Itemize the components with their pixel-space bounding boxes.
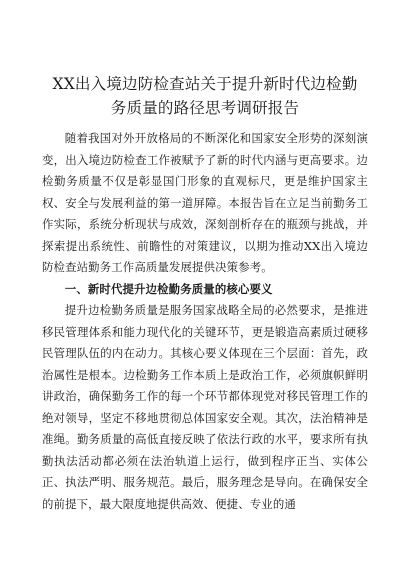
document-title (42, 72, 368, 120)
document-body (42, 128, 368, 515)
title-line-1: XX出入境边防检查站关于提升新时代边检勤 (52, 75, 358, 93)
title-line-2: 务质量的路径思考调研报告 (110, 99, 300, 117)
body-paragraph: 提升边检勤务质量是服务国家战略全局的必然要求，是推进移民管理体系和能力现代化的关键环节，更是锻造高素质过硬移民管理队伍的内在动力。其核心要义体现在三个层面：首先，政治属性是根本。边检勤务工作本质上是政治工作，必须旗帜鲜明讲政治，确保勤务工作的每一个环节都体现党对移民管理工作的绝对领导，坚定不移地贯彻总体国家安全观。其次，法治精神是准绳。勤务质量的高低直接反映了依法行政的水平，要求所有执勤执法活动都必须在法治轨道上运行，做到程序正当、实体公正、执法严明、服务规范。最后，服务理念是导向。在确保安全的前提下，最大限度地提供高效、便捷、专业的通 (42, 303, 368, 511)
intro-paragraph: 随着我国对外开放格局的不断深化和国家安全形势的深刻演变，出入境边防检查工作被赋予了新的时代内涵与更高要求。边检勤务质量不仅是彰显国门形象的直观标尺，更是维护国家主权、安全与发展利益的第一道屏障。本报告旨在立足当前勤务工作实际，系统分析现状与成效，深刻剖析存在的瓶颈与挑战，并探索提出系统性、前瞻性的对策建议，以期为推动XX出入境边防检查站勤务工作高质量发展提供决策参考。 (42, 131, 368, 274)
section-heading-1: 一、新时代提升边检勤务质量的核心要义 (64, 281, 273, 296)
